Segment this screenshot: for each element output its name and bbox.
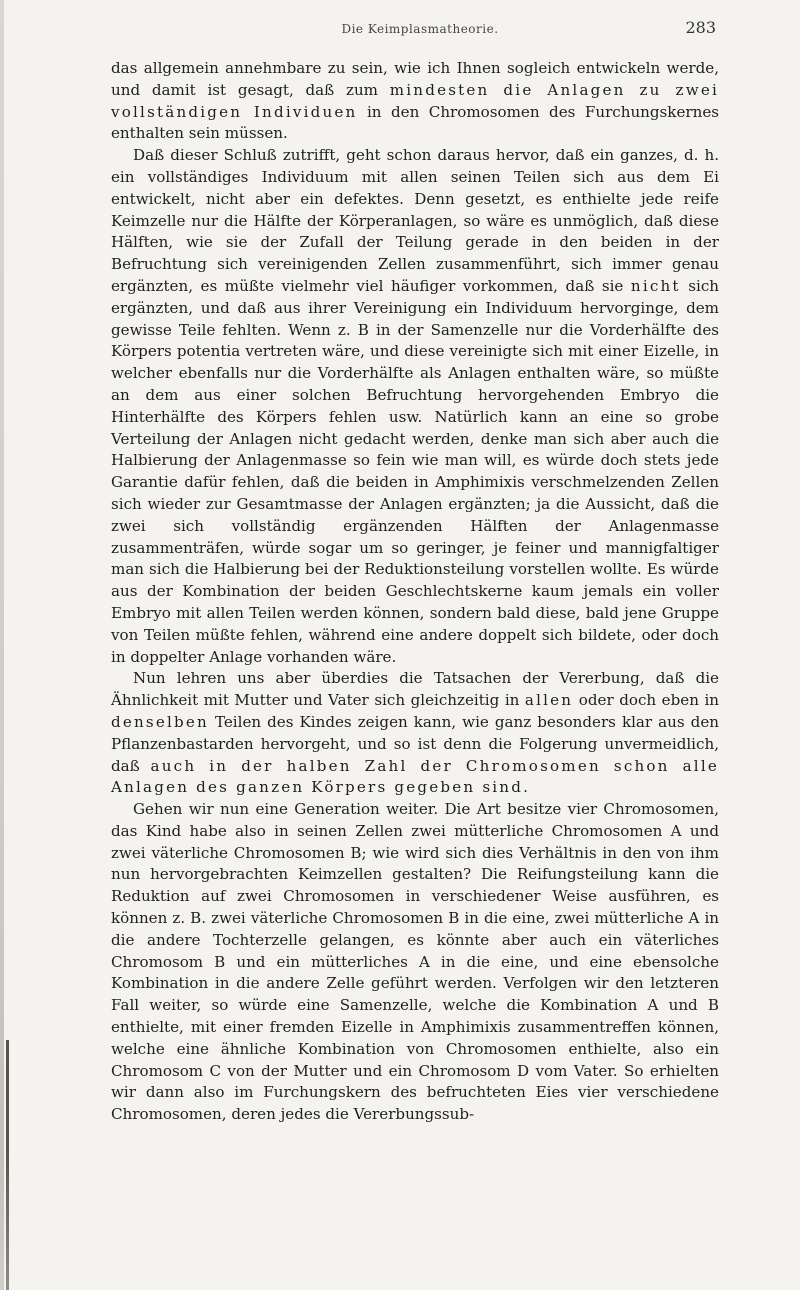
- emphasized-text: nicht: [630, 276, 681, 295]
- body-text: [111, 58, 719, 1126]
- text-run: Gehen wir nun eine Generation weiter. Die Art besitze vier Chromosomen, das Kind habe also in seinen Zellen zwei mütterliche Chromosomen A und zwei väterliche Chromosomen B; wie wird sich dies Verhältnis in den von ihm nun hervorgebrachten Keimzellen gestalten? Die Reifungsteilung kann die Reduktion auf zwei Chromosomen in verschiedener Weise ausführen, es können z. B. zwei väterliche Chromosomen B in die eine, zwei mütterliche A in die andere Tochterzelle gelangen, es könnte aber auch ein väterliches Chromosom B und ein mütterliches A in die eine, und eine ebensolche Kombination in die andere Zelle geführt werden. Verfolgen wir den letzteren Fall weiter, so würde eine Samenzelle, welche die Kombination A und B enthielte, mit einer fremden Eizelle in Amphimixis zusammentreffen können, welche eine ähnliche Kombination von Chromosomen enthielte, also ein Chromosom C von der Mutter und ein Chromosom D vom Vater. So erhielten wir dann also im Furchungskern des befruchteten Eies vier verschiedene Chromosomen, deren jedes die Vererbungssub-: [111, 800, 719, 1124]
- text-run: Teilen des Kindes zeigen kann, wie ganz besonders klar aus den Pflanzenbastarden hervorgeht, und so ist denn die Folgerung unvermeidlich, daß: [111, 712, 719, 775]
- emphasized-text: allen: [524, 691, 574, 710]
- emphasized-text: auch in der halben Zahl der Chromosomen schon alle Anlagen des ganzen Körpers gegeben sind.: [111, 756, 719, 797]
- paragraph: [111, 799, 719, 1126]
- emphasized-text: mindesten die Anlagen zu zwei vollständigen Individuen: [111, 80, 719, 121]
- text-run: oder doch eben in: [573, 691, 719, 710]
- paragraph: [111, 668, 719, 799]
- emphasized-text: denselben: [111, 712, 209, 731]
- scan-fade: [0, 1150, 800, 1290]
- page-edge-shadow: [0, 0, 4, 1290]
- binding-mark: [6, 1040, 9, 1290]
- text-run: Nun lehren uns aber überdies die Tatsachen der Vererbung, daß die Ähnlichkeit mit Mutter und Vater sich gleichzeitig in: [111, 669, 719, 710]
- page-header: [120, 18, 720, 42]
- text-run: Daß dieser Schluß zutrifft, geht schon daraus hervor, daß ein ganzes, d. h. ein vollständiges Individuum mit allen seinen Teilen sich aus dem Ei entwickelt, nicht aber ein defektes. Denn gesetzt, es enthielte jede reife Keimzelle nur die Hälfte der Körperanlagen, so wäre es unmöglich, daß diese Hälften, wie sie der Zufall der Teilung gerade in den beiden in der Befruchtung sich vereinigenden Zellen zusammenführt, sich immer genau ergänzten, es müßte vielmehr viel häufiger vorkommen, daß sie: [111, 146, 719, 295]
- paragraph: [111, 58, 719, 145]
- text-run: sich ergänzten, und daß aus ihrer Vereinigung ein Individuum hervorginge, dem gewisse Teile fehlten. Wenn z. B in der Samenzelle nur die Vorderhälfte des Körpers potentia vertreten wäre, und diese vereinigte sich mit einer Eizelle, in welcher ebenfalls nur die Vorderhälfte als Anlagen enthalten wäre, so müßte an dem aus einer solchen Befruchtung hervorgehenden Embryo die Hinterhälfte des Körpers fehlen usw. Natürlich kann an eine so grobe Verteilung der Anlagen nicht gedacht werden, denke man sich aber auch die Halbierung der Anlagenmasse so fein wie man will, es würde doch stets jede Garantie dafür fehlen, daß die beiden in Amphimixis verschmelzenden Zellen sich wieder zur Gesamtmasse der Anlagen ergänzten; ja die Aussicht, daß die zwei sich vollständig ergänzenden Hälften der Anlagenmasse zusammenträfen, würde sogar um so geringer, je feiner und mannigfaltiger man sich die Halbierung bei der Reduktionsteilung vorstellen wollte. Es würde aus der Kombination der beiden Geschlechtskerne kaum jemals ein voller Embryo mit allen Teilen werden können, sondern bald diese, bald jene Gruppe von Teilen müßte fehlen, während eine andere doppelt sich bildete, oder doch in doppelter Anlage vorhanden wäre.: [111, 276, 720, 666]
- running-head: Die Keimplasmatheorie.: [341, 22, 499, 36]
- page-number: 283: [685, 18, 716, 37]
- paragraph: [111, 145, 719, 668]
- text-run: in den Chromosomen des Furchungskernes enthalten sein müssen.: [111, 102, 719, 143]
- text-run: das allgemein annehmbare zu sein, wie ich Ihnen sogleich entwickeln werde, und damit ist gesagt, daß zum: [111, 59, 719, 99]
